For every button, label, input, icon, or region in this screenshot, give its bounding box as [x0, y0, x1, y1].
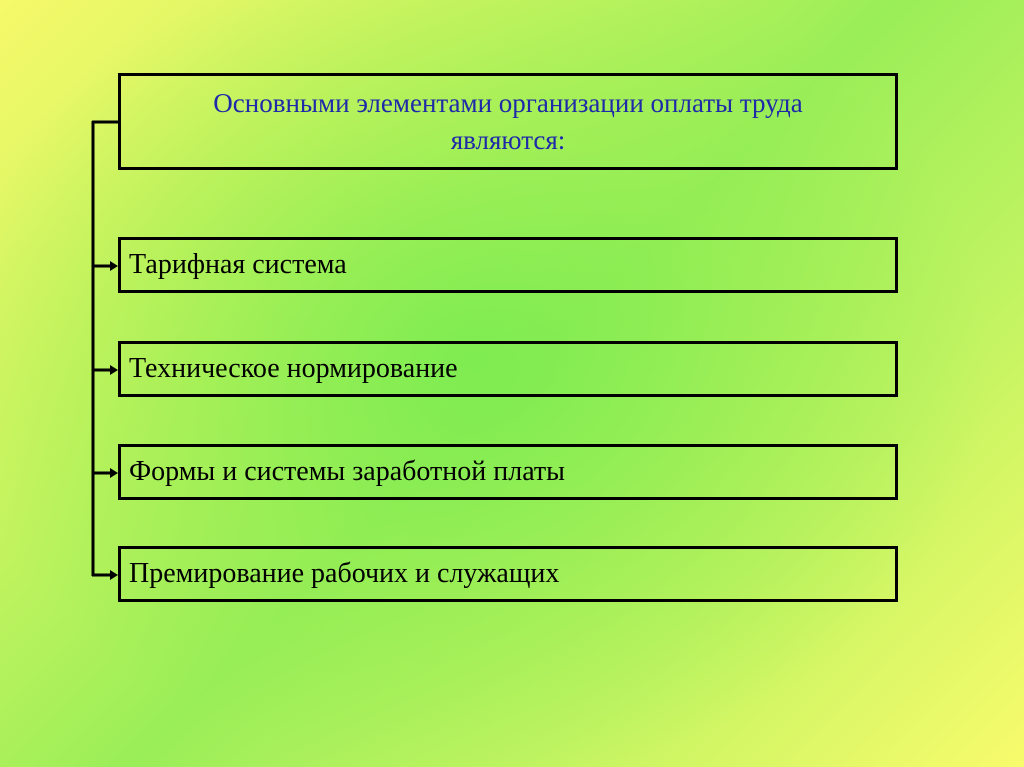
item-label: Техническое нормирование [129, 353, 458, 384]
header-box [118, 73, 898, 170]
arrowhead-1 [110, 261, 118, 271]
item-label: Формы и системы заработной платы [129, 456, 565, 487]
header-title [213, 85, 802, 159]
header-title-line-2: являются: [450, 124, 566, 155]
arrowhead-4 [110, 570, 118, 580]
header-title-line-1: Основными элементами организации оплаты труда [213, 87, 803, 118]
arrowhead-3 [110, 468, 118, 478]
item-label: Премирование рабочих и служащих [129, 558, 560, 589]
arrowhead-2 [110, 365, 118, 375]
item-box-technical-rating [118, 341, 898, 397]
item-box-bonuses [118, 546, 898, 602]
item-box-tariff-system [118, 237, 898, 293]
item-box-wage-forms [118, 444, 898, 500]
item-label: Тарифная система [129, 249, 347, 280]
